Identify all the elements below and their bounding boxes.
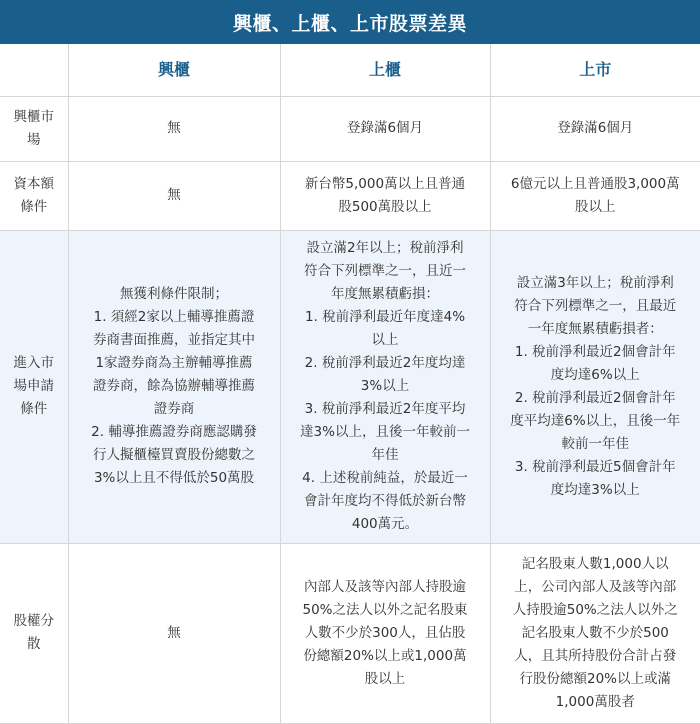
cell-line: 條件 [20, 198, 48, 215]
cell-line: 度平均達6%以上，且後一年 [510, 412, 681, 429]
cell-line: 登錄滿6個月 [346, 120, 424, 136]
table-cell [68, 161, 280, 230]
cell-line: 6億元以上且普通股3,000萬 [510, 175, 680, 192]
cell-line: 新台幣5,000萬以上且普通 [304, 175, 466, 192]
cell-line: 3%以上且不得低於50萬股 [93, 470, 255, 486]
cell-line: 1家證券商為主辦輔導推薦 [95, 355, 253, 371]
row-label [0, 96, 68, 161]
cell-line: 設立滿2年以上；稅前淨利 [306, 240, 464, 256]
cell-line: 證券商 [153, 401, 195, 417]
row-label [0, 543, 68, 723]
corner-cell [0, 44, 68, 96]
table-cell [68, 543, 280, 723]
cell-line: 會計年度均不得低於新台幣 [304, 493, 466, 509]
cell-line: 人，且其所持股份合計占發 [514, 647, 677, 664]
cell-line: 進入市 [13, 355, 54, 371]
cell-line: 內部人及該等內部人持股逾 [304, 578, 466, 595]
table-cell [280, 230, 490, 543]
cell-line: 1. 稅前淨利最近2個會計年 [514, 343, 676, 360]
table-row [0, 230, 700, 543]
cell-line: 股以上 [364, 670, 406, 687]
cell-line: 一年度無累積虧損者： [527, 320, 663, 337]
cell-line: 3%以上 [360, 378, 410, 394]
cell-line: 50%之法人以外之記名股東 [302, 601, 468, 618]
cell-line: 無 [167, 624, 181, 641]
cell-line: 場 [27, 131, 41, 148]
cell-line: 較前一年佳 [561, 435, 629, 452]
cell-line: 行人擬櫃檯買賣股份總數之 [93, 447, 255, 463]
cell-line: 設立滿3年以上；稅前淨利 [516, 274, 674, 291]
cell-line: 份總額20%以上或1,000萬 [303, 647, 467, 664]
cell-line: 記名股東人數1,000人以 [521, 555, 669, 572]
row-label [0, 161, 68, 230]
cell-line: 4. 上述稅前純益，於最近一 [302, 470, 468, 486]
cell-line: 登錄滿6個月 [557, 120, 634, 136]
cell-line: 興櫃市 [13, 108, 54, 125]
cell-line: 400萬元。 [351, 516, 419, 532]
table-row [0, 96, 700, 161]
cell-line: 資本額 [13, 175, 54, 192]
cell-line: 以上 [371, 332, 399, 348]
cell-line: 無 [167, 187, 181, 203]
cell-line: 1. 須經2家以上輔導推薦證 [93, 309, 255, 325]
column-header-emerging: 興櫃 [68, 44, 280, 96]
cell-line: 符合下列標準之一，且最近 [514, 297, 677, 314]
cell-line: 股以上 [575, 198, 616, 215]
cell-line: 證券商，餘為協辦輔導推薦 [93, 378, 255, 394]
cell-line: 場申請 [13, 378, 54, 394]
cell-line: 無獲利條件限制； [120, 286, 228, 302]
cell-line: 年佳 [371, 447, 399, 463]
cell-line: 年度無累積虧損： [331, 286, 439, 302]
table-cell [68, 96, 280, 161]
cell-line: 無 [167, 120, 181, 136]
cell-line: 度均達3%以上 [550, 481, 640, 498]
cell-line: 3. 稅前淨利最近2年度平均 [304, 401, 466, 417]
cell-line: 行股份總額20%以上或滿 [519, 670, 671, 687]
cell-line: 1. 稅前淨利最近年度達4% [304, 309, 466, 325]
table-cell [68, 230, 280, 543]
table-cell [280, 96, 490, 161]
cell-line: 2. 稅前淨利最近2年度均達 [304, 355, 466, 371]
table-cell [490, 161, 700, 230]
cell-line: 符合下列標準之一，且近一 [304, 263, 466, 279]
cell-line: 上，公司內部人及該等內部 [514, 578, 677, 595]
table-cell [490, 543, 700, 723]
header-row [0, 44, 700, 96]
table-cell [280, 161, 490, 230]
cell-line: 條件 [20, 401, 48, 417]
cell-line: 人數不少於300人，且佔股 [304, 624, 466, 641]
cell-line: 股權分 [13, 613, 54, 629]
cell-line: 記名股東人數不少於500 [521, 624, 669, 641]
cell-line: 人持股逾50%之法人以外之 [512, 601, 678, 618]
cell-line: 券商書面推薦，並指定其中 [93, 332, 255, 348]
cell-line: 達3%以上，且後一年較前一 [300, 424, 470, 440]
cell-line: 股500萬股以上 [338, 198, 432, 215]
cell-line: 度均達6%以上 [550, 366, 640, 383]
cell-line: 散 [27, 636, 41, 652]
table-cell [280, 543, 490, 723]
row-label [0, 230, 68, 543]
cell-line: 2. 稅前淨利最近2個會計年 [514, 389, 676, 406]
page-title: 興櫃、上櫃、上市股票差異 [0, 0, 700, 44]
cell-line: 2. 輔導推薦證券商應認購發 [91, 424, 257, 440]
column-header-listed: 上市 [490, 44, 700, 96]
comparison-table [0, 44, 700, 724]
table-row [0, 543, 700, 723]
table-cell [490, 96, 700, 161]
table-row [0, 161, 700, 230]
cell-line: 3. 稅前淨利最近5個會計年 [514, 458, 676, 475]
column-header-otc: 上櫃 [280, 44, 490, 96]
table-cell [490, 230, 700, 543]
cell-line: 1,000萬股者 [555, 693, 635, 710]
